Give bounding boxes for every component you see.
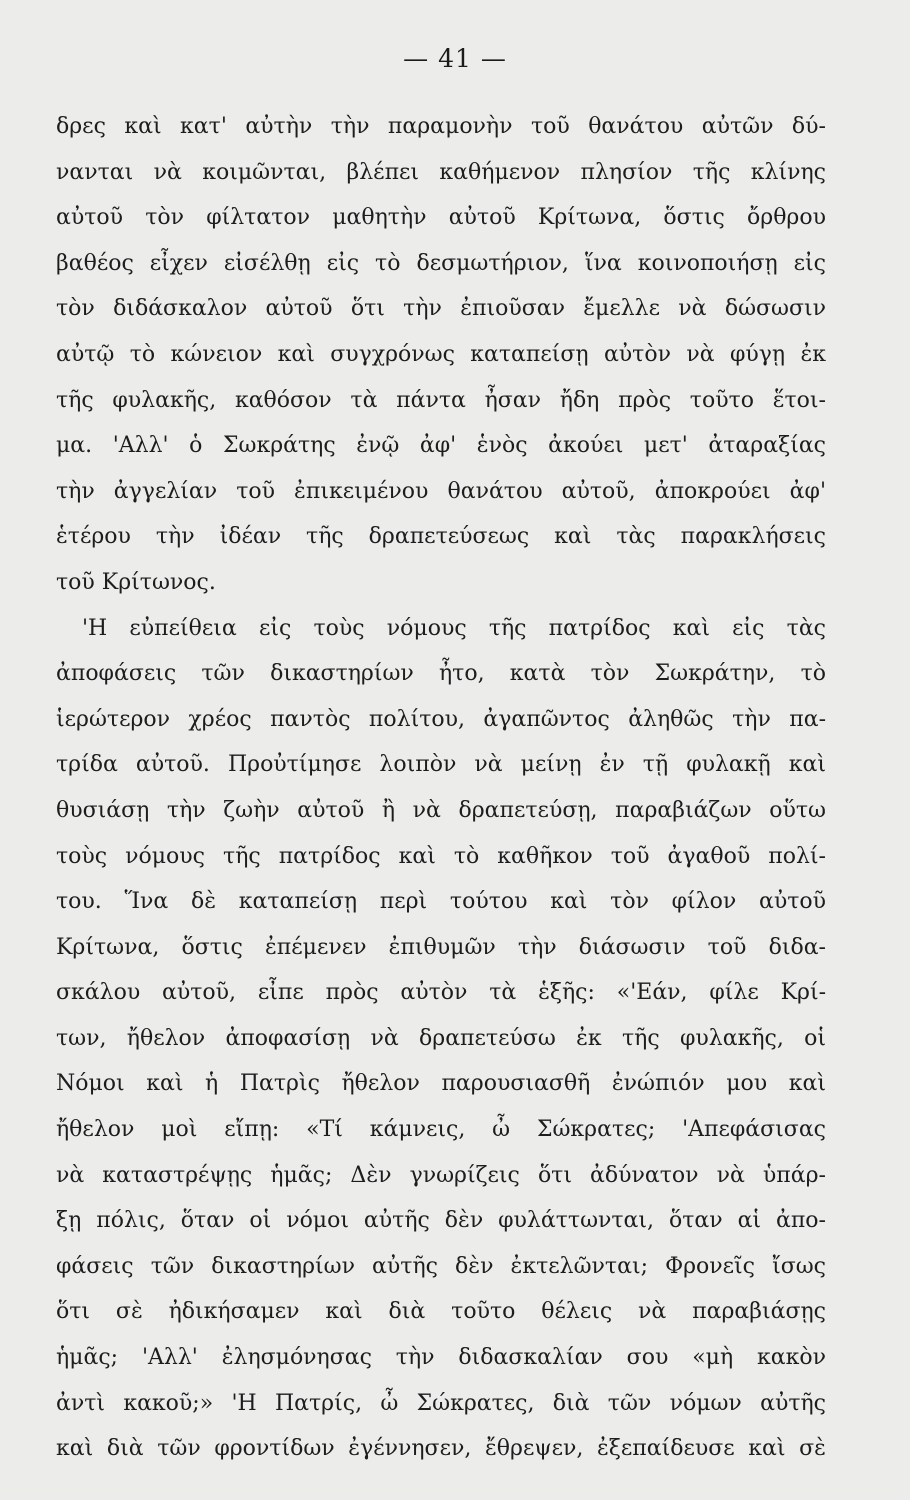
text-line: τοῦ Κρίτωνος.	[56, 569, 216, 595]
text-line: τῆς φυλακῆς, καθόσον τὰ πάντα ἦσαν ἤδη πρὸς τοῦτο ἕτοι-	[56, 387, 826, 413]
text-line: ἱερώτερον χρέος παντὸς πολίτου, ἀγαπῶντος ἀληθῶς τὴν πα-	[56, 706, 826, 732]
text-line: βαθέος εἶχεν εἰσέλθῃ εἰς τὸ δεσμωτήριον, ἵνα κοινοποιήσῃ εἰς	[56, 250, 826, 276]
text-line: νὰ καταστρέψῃς ἡμᾶς; Δὲν γνωρίζεις ὅτι ἀδύνατον νὰ ὑπάρ-	[56, 1162, 826, 1188]
text-line: ὅτι σὲ ἠδικήσαμεν καὶ διὰ τοῦτο θέλεις νὰ παραβιάσῃς	[56, 1299, 826, 1325]
text-line: αὐτοῦ τὸν φίλτατον μαθητὴν αὐτοῦ Κρίτωνα, ὅστις ὄρθρου	[56, 205, 826, 231]
text-line: ἡμᾶς; 'Αλλ' ἐλησμόνησας τὴν διδασκαλίαν σου «μὴ κακὸν	[56, 1345, 826, 1371]
text-line: μα. 'Αλλ' ὁ Σωκράτης ἐνῷ ἀφ' ἑνὸς ἀκούει μετ' ἀταραξίας	[56, 433, 826, 459]
text-line: αὐτῷ τὸ κώνειον καὶ συγχρόνως καταπείσῃ αὐτὸν νὰ φύγῃ ἐκ	[56, 341, 826, 367]
body-text	[56, 104, 826, 1472]
text-line: 'Η εὐπείθεια εἰς τοὺς νόμους τῆς πατρίδος καὶ εἰς τὰς	[82, 615, 826, 641]
paragraph-2	[56, 606, 826, 1472]
text-line: φάσεις τῶν δικαστηρίων αὐτῆς δὲν ἐκτελῶνται; Φρονεῖς ἴσως	[56, 1253, 826, 1279]
text-line: τὴν ἀγγελίαν τοῦ ἐπικειμένου θανάτου αὐτοῦ, ἀποκρούει ἀφ'	[56, 478, 826, 504]
text-line: του. Ἵνα δὲ καταπείσῃ περὶ τούτου καὶ τὸν φίλον αὐτοῦ	[56, 889, 826, 915]
text-line: των, ἤθελον ἀποφασίσῃ νὰ δραπετεύσω ἐκ τῆς φυλακῆς, οἱ	[56, 1025, 826, 1051]
text-line: τὸν διδάσκαλον αὐτοῦ ὅτι τὴν ἐπιοῦσαν ἔμελλε νὰ δώσωσιν	[56, 296, 826, 322]
text-line: σκάλου αὐτοῦ, εἶπε πρὸς αὐτὸν τὰ ἑξῆς: «'Εάν, φίλε Κρί-	[56, 980, 826, 1006]
text-line: ἀποφάσεις τῶν δικαστηρίων ἦτο, κατὰ τὸν Σωκράτην, τὸ	[56, 661, 826, 687]
paragraph-1	[56, 104, 826, 606]
text-line: καὶ διὰ τῶν φροντίδων ἐγέννησεν, ἔθρεψεν, ἐξεπαίδευσε καὶ σὲ	[56, 1436, 826, 1462]
page-number: — 41 —	[403, 44, 507, 73]
text-line: Νόμοι καὶ ἡ Πατρὶς ἤθελον παρουσιασθῆ ἐνώπιόν μου καὶ	[56, 1071, 826, 1097]
text-line: Κρίτωνα, ὅστις ἐπέμενεν ἐπιθυμῶν τὴν διάσωσιν τοῦ διδα-	[56, 934, 826, 960]
text-line: ἤθελον μοὶ εἴπῃ: «Τί κάμνεις, ὦ Σώκρατες; 'Απεφάσισας	[56, 1117, 826, 1143]
text-line: ἑτέρου τὴν ἰδέαν τῆς δραπετεύσεως καὶ τὰς παρακλήσεις	[56, 524, 826, 550]
text-line: θυσιάσῃ τὴν ζωὴν αὐτοῦ ἢ νὰ δραπετεύσῃ, παραβιάζων οὕτω	[56, 797, 826, 823]
text-line: νανται νὰ κοιμῶνται, βλέπει καθήμενον πλησίον τῆς κλίνης	[56, 159, 826, 185]
text-line: ξῃ πόλις, ὅταν οἱ νόμοι αὐτῆς δὲν φυλάττωνται, ὅταν αἱ ἀπο-	[56, 1208, 826, 1234]
text-line: τοὺς νόμους τῆς πατρίδος καὶ τὸ καθῆκον τοῦ ἀγαθοῦ πολί-	[56, 843, 826, 869]
text-line: τρίδα αὐτοῦ. Προὐτίμησε λοιπὸν νὰ μείνῃ ἐν τῇ φυλακῇ καὶ	[56, 752, 826, 778]
text-line: ἀντὶ κακοῦ;» 'Η Πατρίς, ὦ Σώκρατες, διὰ τῶν νόμων αὐτῆς	[56, 1390, 826, 1416]
text-line: δρες καὶ κατ' αὐτὴν τὴν παραμονὴν τοῦ θανάτου αὐτῶν δύ-	[56, 114, 826, 139]
